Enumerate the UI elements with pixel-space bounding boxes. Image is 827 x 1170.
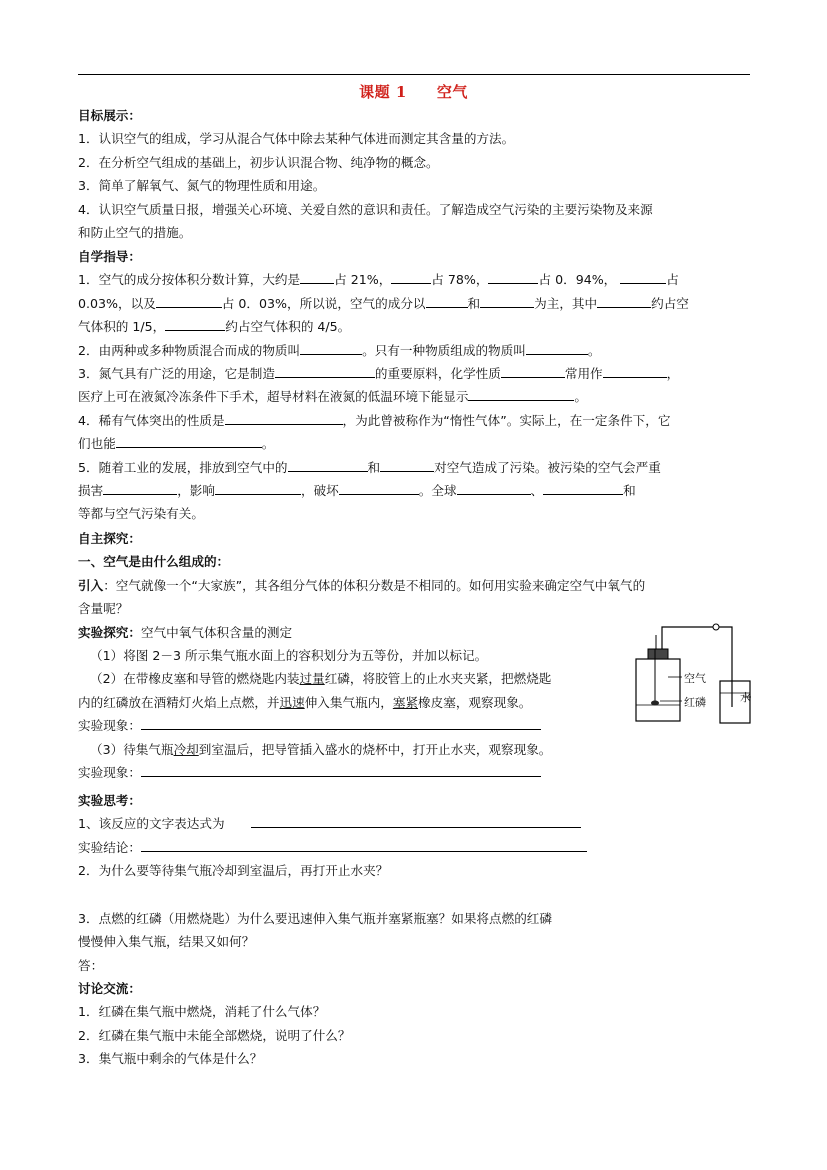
answer-blank[interactable] xyxy=(339,480,419,495)
question-text: 1、该反应的文字表达式为 xyxy=(78,816,225,832)
q1-text: 约占空 xyxy=(651,295,689,311)
answer-blank[interactable] xyxy=(603,363,667,378)
thinking-q3-line1: 3．点燃的红磷（用燃烧匙）为什么要迅速伸入集气瓶并塞紧瓶塞？如果将点燃的红磷 xyxy=(78,911,552,926)
phenomenon-label: 实验现象： xyxy=(78,718,141,734)
step-emphasis: 迅速 xyxy=(279,694,305,710)
q4-text: ，为此曾被称作为“惰性气体”。实际上，在一定条件下，它 xyxy=(342,412,671,428)
q4-text: 。 xyxy=(261,436,275,452)
step-text: 内的红磷放在酒精灯火焰上点燃，并 xyxy=(78,694,280,710)
q5-text: 和 xyxy=(623,482,636,498)
step-emphasis: 塞紧 xyxy=(392,694,419,710)
answer-line[interactable] xyxy=(251,815,581,828)
q3-text: 3．氮气具有广泛的用途，它是制造 xyxy=(78,365,275,381)
discussion-item: 1．红磷在集气瓶中燃烧，消耗了什么气体？ xyxy=(78,1004,326,1020)
answer-blank[interactable] xyxy=(300,340,362,355)
q5-text: 对空气造成了污染。被污染的空气会严重 xyxy=(434,459,661,475)
q3-text: ， xyxy=(666,365,680,381)
goals-heading: 目标展示： xyxy=(78,108,141,123)
answer-blank[interactable] xyxy=(468,386,574,401)
lesson-topic: 空气 xyxy=(436,83,468,101)
guide-q1-line3 xyxy=(78,315,750,338)
explore-heading: 自主探究： xyxy=(78,531,141,546)
q4-text: 们也能 xyxy=(78,436,116,452)
guide-q2 xyxy=(78,339,750,362)
answer-blank[interactable] xyxy=(480,293,534,308)
q1-text: 0.03%，以及 xyxy=(78,295,156,311)
q5-text: 。全球 xyxy=(418,482,457,498)
thinking-conclusion xyxy=(78,836,750,859)
thinking-q3-block xyxy=(78,907,750,977)
answer-line[interactable] xyxy=(141,764,541,777)
thinking-q2: 2．为什么要等待集气瓶冷却到室温后，再打开止水夹？ xyxy=(78,863,389,879)
answer-blank[interactable] xyxy=(103,480,177,495)
q1-text: 气体积的 1/5， xyxy=(78,319,166,335)
conclusion-label: 实验结论： xyxy=(78,839,141,855)
q1-text: 约占空气体积的 4/5。 xyxy=(225,319,351,335)
answer-blank[interactable] xyxy=(380,457,434,472)
q3-text: 。 xyxy=(574,389,587,405)
lesson-number: 课题 1 xyxy=(359,83,407,101)
step-1: （1）将图 2－3 所示集气瓶水面上的容积划分为五等份，并加以标记。 xyxy=(90,647,488,663)
thinking-heading: 实验思考： xyxy=(78,793,141,808)
step-text: 红磷，将胶管上的止水夹夹紧，把燃烧匙 xyxy=(324,671,552,687)
guide-q4-line1 xyxy=(78,409,750,432)
answer-blank[interactable] xyxy=(426,293,468,308)
q5-text: 5．随着工业的发展，排放到空气中的 xyxy=(78,459,288,475)
q1-text: 1．空气的成分按体积分数计算，大约是 xyxy=(78,272,301,288)
answer-blank[interactable] xyxy=(620,269,666,284)
guide-q3-line1 xyxy=(78,362,750,385)
goals-section xyxy=(78,104,750,244)
answer-blank[interactable] xyxy=(165,316,225,331)
answer-blank[interactable] xyxy=(597,293,651,308)
answer-blank[interactable] xyxy=(457,480,531,495)
answer-line[interactable] xyxy=(141,839,587,852)
intro-text: ：空气就像一个“大家族”，其各组分气体的体积分数是不相同的。如何用实验来确定空气中氧气的 xyxy=(103,577,646,593)
label-water: 水 xyxy=(740,691,751,704)
goal-item: 2．在分析空气组成的基础上，初步认识混合物、纯净物的概念。 xyxy=(78,154,439,170)
q5-text: 损害 xyxy=(78,482,104,498)
thinking-section xyxy=(78,789,750,883)
header-rule xyxy=(78,74,750,75)
label-phosphorus: 红磷 xyxy=(684,696,706,709)
phenomenon-label: 实验现象： xyxy=(78,764,141,780)
answer-blank[interactable] xyxy=(215,480,301,495)
answer-blank[interactable] xyxy=(156,293,222,308)
q5-text: 、 xyxy=(530,482,544,498)
goal-item: 3．简单了解氧气、氮气的物理性质和用途。 xyxy=(78,178,326,194)
answer-blank[interactable] xyxy=(391,269,431,284)
discussion-section xyxy=(78,977,750,1071)
guide-q4-line2 xyxy=(78,432,750,455)
guide-q3-line2 xyxy=(78,385,750,408)
q3-text: 医疗上可在液氮冷冻条件下手术，超导材料在液氮的低温环境下能显示 xyxy=(78,389,469,405)
step-text: 伸入集气瓶内， xyxy=(304,694,393,710)
q3-text: 常用作 xyxy=(564,365,603,381)
phenomenon-2 xyxy=(78,761,750,784)
experiment-text: 空气中氧气体积含量的测定 xyxy=(140,624,293,640)
q5-text: 和 xyxy=(367,459,381,475)
goal-item: 4．认识空气质量日报，增强关心环境、关爱自然的意识和责任。了解造成空气污染的主要污染物及来源 xyxy=(78,201,653,217)
q2-text: 。 xyxy=(587,342,601,358)
apparatus-figure xyxy=(634,621,752,725)
q1-text: 占 xyxy=(666,272,679,288)
q2-text: 2．由两种或多种物质混合而成的物质叫 xyxy=(78,342,301,358)
q1-text: 占 0．03%，所以说，空气的成分以 xyxy=(221,295,426,311)
step-text: （3）待集气瓶 xyxy=(90,741,174,757)
q1-text: 占 78%， xyxy=(431,272,489,288)
guide-q1-line1 xyxy=(78,268,750,291)
q5-text: ，影响 xyxy=(177,482,215,498)
guide-q1-line2 xyxy=(78,292,750,315)
thinking-q3-line2: 慢慢伸入集气瓶，结果又如何？ xyxy=(78,934,255,950)
answer-blank[interactable] xyxy=(116,433,262,448)
guide-section xyxy=(78,245,750,526)
q1-text: 占 21%， xyxy=(334,272,392,288)
page-title xyxy=(0,81,827,102)
q1-text: 占 0．94%， xyxy=(538,272,617,288)
q5-text: ，破坏 xyxy=(300,482,339,498)
label-air: 空气 xyxy=(684,672,706,685)
intro-line2: 含量呢？ xyxy=(78,601,129,617)
q1-text: 为主，其中 xyxy=(534,295,598,311)
step-emphasis: 过量 xyxy=(299,671,325,687)
answer-blank[interactable] xyxy=(300,269,334,284)
answer-blank[interactable] xyxy=(501,363,565,378)
answer-blank[interactable] xyxy=(275,363,375,378)
discussion-item: 3．集气瓶中剩余的气体是什么？ xyxy=(78,1051,263,1067)
discussion-item: 2．红磷在集气瓶中未能全部燃烧，说明了什么？ xyxy=(78,1027,351,1043)
intro-line1 xyxy=(78,574,750,597)
intro-label: 引入 xyxy=(78,577,104,593)
step-3 xyxy=(78,738,750,761)
guide-q5-line2 xyxy=(78,479,750,502)
discussion-heading: 讨论交流： xyxy=(78,981,141,996)
guide-q5-line3: 等都与空气污染有关。 xyxy=(78,506,204,522)
guide-q5-line1 xyxy=(78,456,750,479)
q1-text: 和 xyxy=(467,295,481,311)
step-emphasis: 冷却 xyxy=(173,741,199,757)
answer-blank[interactable] xyxy=(526,340,588,355)
answer-blank[interactable] xyxy=(225,410,343,425)
experiment-label: 实验探究： xyxy=(78,624,141,640)
step-text: 到室温后，把导管插入盛水的烧杯中，打开止水夹，观察现象。 xyxy=(198,741,552,757)
answer-blank[interactable] xyxy=(488,269,538,284)
q3-text: 的重要原料，化学性质 xyxy=(374,365,501,381)
q4-text: 4．稀有气体突出的性质是 xyxy=(78,412,225,428)
step-text: （2）在带橡皮塞和导管的燃烧匙内装 xyxy=(90,671,300,687)
guide-heading: 自学指导： xyxy=(78,249,141,264)
goal-item: 和防止空气的措施。 xyxy=(78,224,192,240)
step-text: 橡皮塞，观察现象。 xyxy=(418,694,532,710)
goal-item: 1．认识空气的组成，学习从混合气体中除去某种气体进而测定其含量的方法。 xyxy=(78,131,515,147)
answer-blank[interactable] xyxy=(543,480,623,495)
answer-line[interactable] xyxy=(141,717,541,730)
answer-label: 答： xyxy=(78,957,104,973)
q2-text: 。只有一种物质组成的物质叫 xyxy=(362,342,526,358)
answer-blank[interactable] xyxy=(288,457,368,472)
thinking-q1 xyxy=(78,812,750,835)
section1-heading: 一、空气是由什么组成的： xyxy=(78,554,230,570)
